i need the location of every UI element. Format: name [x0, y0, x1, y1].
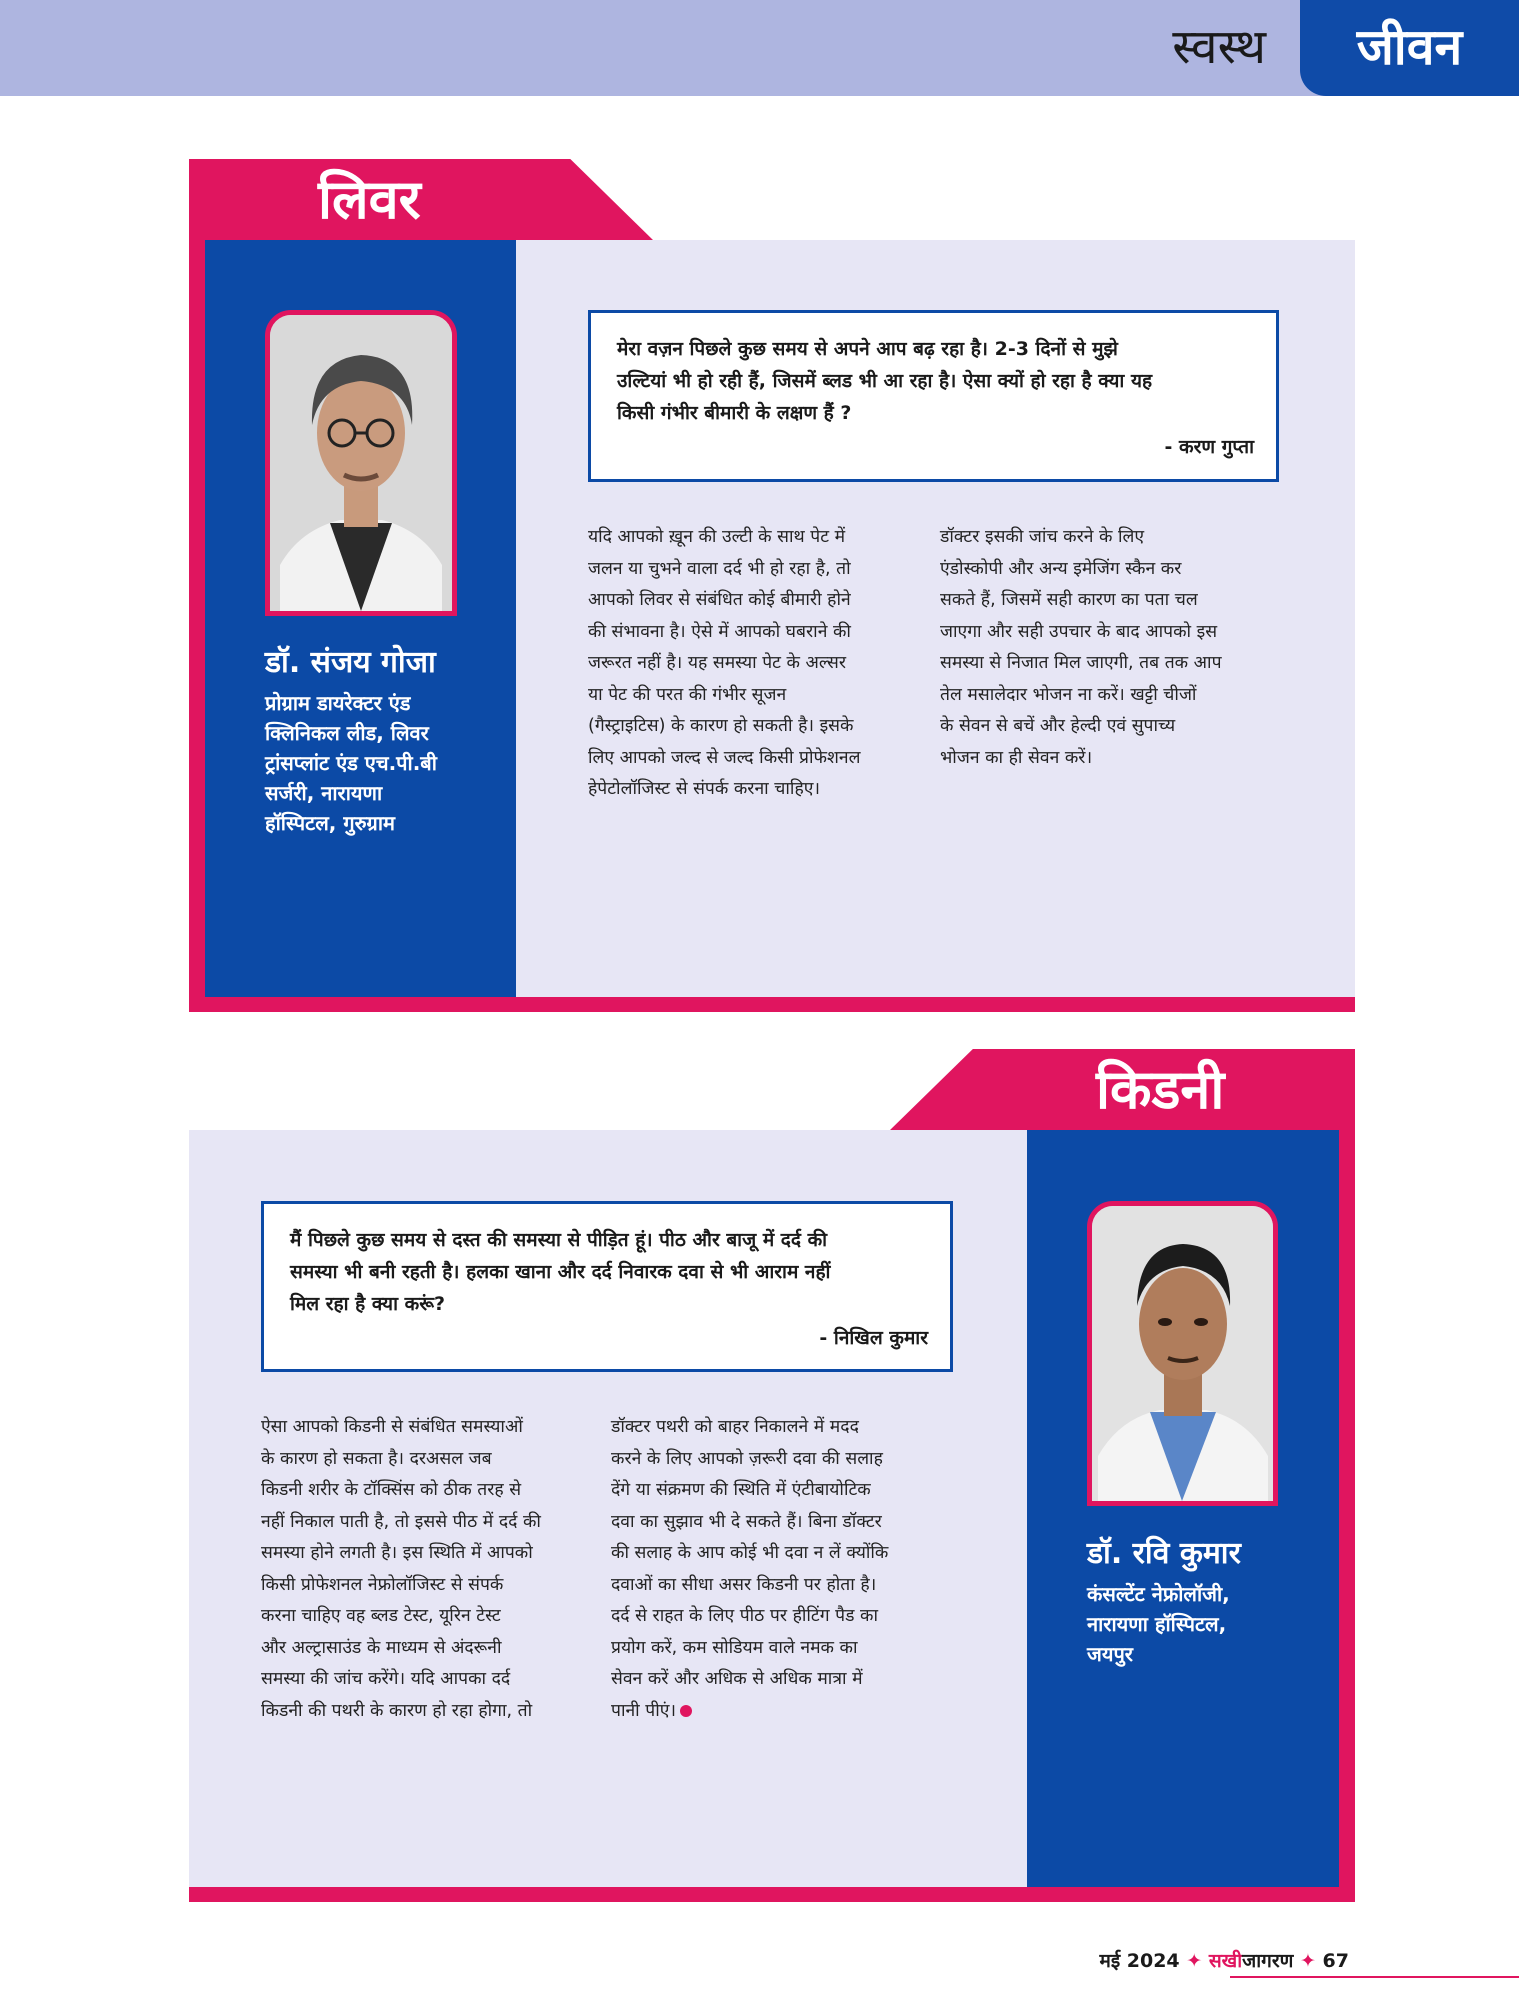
question-line: मिल रहा है क्या करूं?	[290, 1293, 445, 1315]
role-line: जयपुर	[1087, 1642, 1133, 1666]
page-number: 67	[1322, 1950, 1349, 1972]
text-line: करने के लिए आपको ज़रूरी दवा की सलाह	[611, 1448, 883, 1469]
text-line: एंडोस्कोपी और अन्य इमेजिंग स्कैन कर	[940, 558, 1182, 579]
text-line: लिए आपको जल्द से जल्द किसी प्रोफेशनल	[588, 747, 861, 768]
star-icon: ✦	[1186, 1950, 1203, 1972]
liver-answer-column-1	[588, 522, 928, 806]
text-line: की संभावना है। ऐसे में आपको घबराने की	[588, 621, 851, 642]
text-line: और अल्ट्रासाउंड के माध्यम से अंदरूनी	[261, 1637, 502, 1658]
brand-name-part1: सखी	[1208, 1950, 1243, 1972]
text-line: प्रयोग करें, कम सोडियम वाले नमक का	[611, 1637, 858, 1658]
star-icon: ✦	[1300, 1950, 1316, 1972]
text-line: दवाओं का सीधा असर किडनी पर होता है।	[611, 1574, 877, 1595]
brand-name-part2: जागरण	[1242, 1950, 1294, 1972]
text-line: के सेवन से बचें और हेल्दी एवं सुपाच्य	[940, 716, 1176, 736]
role-line: सर्जरी, नारायणा	[265, 781, 383, 805]
text-line: ऐसा आपको किडनी से संबंधित समस्याओं	[261, 1417, 523, 1437]
kidney-doctor-photo	[1087, 1201, 1278, 1506]
text-line: किसी प्रोफेशनल नेफ्रोलॉजिस्ट से संपर्क	[261, 1574, 504, 1595]
kidney-doctor-role	[1087, 1579, 1327, 1669]
question-line: समस्या भी बनी रहती है। हलका खाना और दर्द निवारक दवा से भी आराम नहीं	[290, 1261, 831, 1283]
text-line: डॉक्टर इसकी जांच करने के लिए	[940, 527, 1145, 547]
text-line: तेल मसालेदार भोजन ना करें। खट्टी चीजों	[940, 684, 1197, 705]
footer-date: मई 2024	[1099, 1950, 1180, 1972]
text-line: किडनी शरीर के टॉक्सिंस को ठीक तरह से	[261, 1480, 522, 1500]
text-line: या पेट की परत की गंभीर सूजन	[588, 684, 787, 705]
text-line: के कारण हो सकता है। दरअसल जब	[261, 1448, 492, 1469]
section-label-left: स्वस्थ	[1172, 19, 1266, 75]
question-line: मैं पिछले कुछ समय से दस्त की समस्या से पीड़ित हूं। पीठ और बाजू में दर्द की	[290, 1229, 828, 1251]
liver-question-box	[588, 310, 1279, 482]
text-line: समस्या की जांच करेंगे। यदि आपका दर्द	[261, 1669, 511, 1689]
text-line: देंगे या संक्रमण की स्थिति में एंटीबायोटिक	[611, 1480, 871, 1500]
question-line: किसी गंभीर बीमारी के लक्षण हैं ?	[617, 402, 852, 424]
liver-doctor-role	[265, 688, 505, 838]
text-line: जाएगा और सही उपचार के बाद आपको इस	[940, 621, 1218, 642]
text-line: समस्या से निजात मिल जाएगी, तब तक आप	[940, 653, 1222, 673]
liver-answer-column-2	[940, 522, 1280, 774]
role-line: कंसल्टेंट नेफ्रोलॉजी,	[1087, 1582, 1230, 1606]
role-line: हॉस्पिटल, गुरुग्राम	[265, 811, 395, 835]
text-line: की सलाह के आप कोई भी दवा न लें क्योंकि	[611, 1543, 889, 1563]
text-line: नहीं निकाल पाती है, तो इससे पीठ में दर्द की	[261, 1511, 541, 1532]
role-line: ट्रांसप्लांट एंड एच.पी.बी	[265, 751, 437, 775]
text-line: (गैस्ट्राइटिस) के कारण हो सकती है। इसके	[588, 716, 854, 736]
text-line: दर्द से राहत के लिए पीठ पर हीटिंग पैड का	[611, 1606, 878, 1626]
question-author: - करण गुप्ता	[1164, 436, 1254, 458]
text-line: करना चाहिए वह ब्लड टेस्ट, यूरिन टेस्ट	[261, 1606, 501, 1626]
footer-folio	[1099, 1946, 1349, 1976]
text-line: जलन या चुभने वाला दर्द भी हो रहा है, तो	[588, 558, 851, 579]
text-line	[611, 1696, 951, 1728]
text-line: दवा का सुझाव भी दे सकते हैं। बिना डॉक्टर	[611, 1511, 882, 1532]
kidney-answer-column-2	[611, 1412, 951, 1727]
top-header-band	[0, 0, 1519, 96]
text-line: सकते हैं, जिसमें सही कारण का पता चल	[940, 590, 1198, 610]
question-line: उल्टियां भी हो रही हैं, जिसमें ब्लड भी आ रहा है। ऐसा क्यों हो रहा है क्या यह	[617, 370, 1153, 392]
kidney-doctor-name: डॉ. रवि कुमार	[1087, 1536, 1241, 1571]
section-label-right: जीवन	[1356, 18, 1463, 76]
kidney-answer-column-1	[261, 1412, 601, 1727]
role-line: नारायणा हॉस्पिटल,	[1087, 1612, 1227, 1636]
text-line: भोजन का ही सेवन करें।	[940, 747, 1093, 768]
question-author: - निखिल कुमार	[819, 1327, 928, 1349]
text-line: जरूरत नहीं है। यह समस्या पेट के अल्सर	[588, 653, 847, 673]
end-marker-dot-icon	[680, 1705, 692, 1717]
footer-rule	[1230, 1976, 1519, 1978]
role-line: प्रोग्राम डायरेक्टर एंड	[265, 691, 411, 715]
text-line: समस्या होने लगती है। इस स्थिति में आपको	[261, 1543, 533, 1563]
kidney-question-box	[261, 1201, 953, 1372]
doctor-portrait-icon	[270, 315, 452, 611]
liver-title-tab	[189, 159, 654, 241]
text-line: सेवन करें और अधिक से अधिक मात्रा में	[611, 1669, 863, 1689]
liver-title: लिवर	[318, 168, 421, 231]
text-line: आपको लिवर से संबंधित कोई बीमारी होने	[588, 590, 851, 610]
text-line: डॉक्टर पथरी को बाहर निकालने में मदद	[611, 1417, 859, 1437]
text-line: किडनी की पथरी के कारण हो रहा होगा, तो	[261, 1700, 533, 1721]
question-line: मेरा वज़न पिछले कुछ समय से अपने आप बढ़ रहा है। 2-3 दिनों से मुझे	[617, 338, 1118, 360]
text-line: यदि आपको ख़ून की उल्टी के साथ पेट में	[588, 527, 846, 547]
role-line: क्लिनिकल लीड, लिवर	[265, 721, 429, 745]
doctor-portrait-icon	[1092, 1206, 1273, 1501]
liver-doctor-photo	[265, 310, 457, 616]
final-text: पानी पीएं।	[611, 1700, 677, 1721]
text-line: हेपेटोलॉजिस्ट से संपर्क करना चाहिए।	[588, 779, 821, 799]
liver-doctor-name: डॉ. संजय गोजा	[265, 645, 436, 680]
kidney-title: किडनी	[1096, 1058, 1225, 1121]
